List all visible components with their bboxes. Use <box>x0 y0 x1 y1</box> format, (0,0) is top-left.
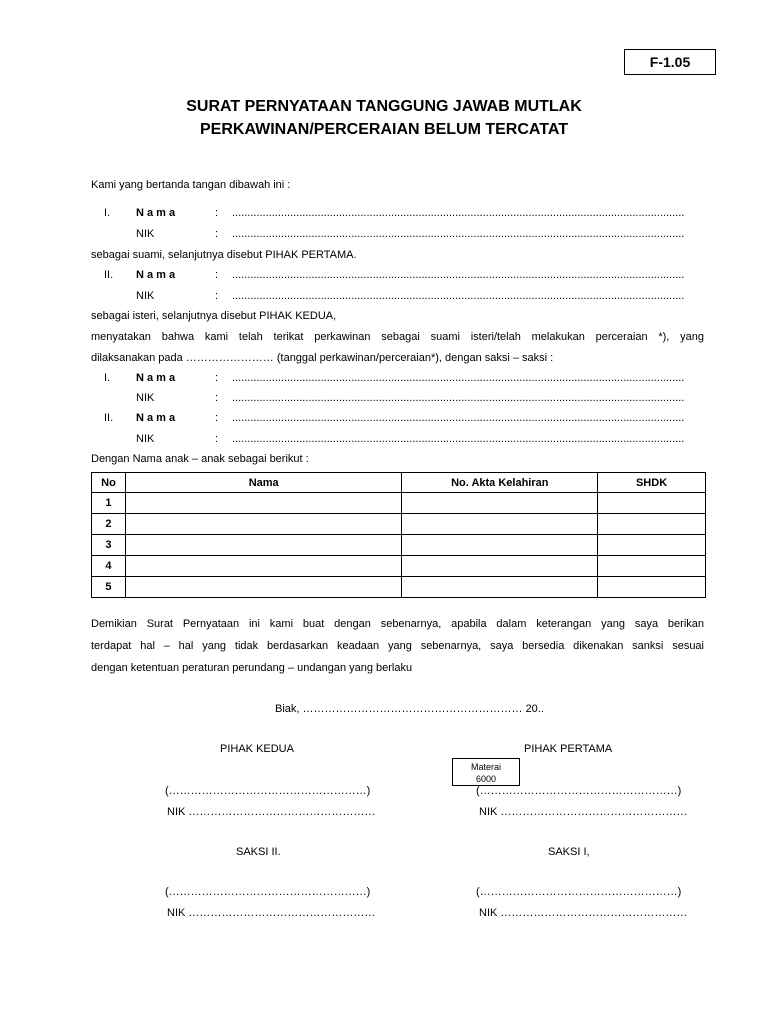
intro-text: Kami yang bertanda tangan dibawah ini : <box>91 179 291 191</box>
materai-stamp-box <box>452 758 520 786</box>
party1-nama-label: N a m a <box>136 207 176 219</box>
witness2-nama-row <box>0 412 768 428</box>
witness1-number: I. <box>104 372 111 384</box>
header-no: No <box>92 473 126 493</box>
party1-role: sebagai suami, selanjutnya disebut PIHAK PERTAMA. <box>91 249 357 261</box>
nik-line-pihak-pertama: NIK …………………………………………… <box>479 806 688 818</box>
cell-nama[interactable] <box>125 556 401 577</box>
header-akta: No. Akta Kelahiran <box>402 473 598 493</box>
party2-nama-row <box>0 269 768 285</box>
party1-number: I. <box>104 207 111 219</box>
witness1-nik-label: NIK <box>136 392 155 404</box>
header-nama: Nama <box>125 473 401 493</box>
colon: : <box>215 412 219 424</box>
table-row <box>92 556 706 577</box>
materai-value: 6000 <box>475 774 497 784</box>
party2-nik-row <box>0 290 768 306</box>
cell-nama[interactable] <box>125 493 401 514</box>
closing-line-3: dengan ketentuan peraturan perundang – undangan yang berlaku <box>91 662 413 674</box>
row-number: 1 <box>92 493 126 514</box>
row-number: 3 <box>92 535 126 556</box>
cell-akta[interactable] <box>402 493 598 514</box>
fill-line: .................................................................................................................................................... <box>232 392 685 404</box>
colon: : <box>215 433 219 445</box>
statement-line-2: dilaksanakan pada …………………… (tanggal perkawinan/perceraian*), dengan saksi – saksi : <box>91 352 554 364</box>
cell-akta[interactable] <box>402 535 598 556</box>
place-date: Biak, …………………………………………………… 20.. <box>275 703 544 715</box>
children-intro: Dengan Nama anak – anak sebagai berikut : <box>91 453 309 465</box>
party2-nama-label: N a m a <box>136 269 176 281</box>
witness2-nik-label: NIK <box>136 433 155 445</box>
party2-nik-label: NIK <box>136 290 155 302</box>
fill-line: .................................................................................................................................................... <box>232 433 685 445</box>
fill-line: .................................................................................................................................................... <box>232 269 685 281</box>
cell-shdk[interactable] <box>598 556 706 577</box>
cell-shdk[interactable] <box>598 514 706 535</box>
signature-line-saksi-2: (………………………………………………) <box>165 886 371 898</box>
party2-role: sebagai isteri, selanjutnya disebut PIHAK KEDUA, <box>91 310 337 322</box>
party1-nama-row <box>0 207 768 223</box>
cell-akta[interactable] <box>402 556 598 577</box>
row-number: 2 <box>92 514 126 535</box>
table-row <box>92 577 706 598</box>
nik-line-pihak-kedua: NIK …………………………………………… <box>167 806 376 818</box>
witness1-nik-row <box>0 392 768 408</box>
title-line-2: PERKAWINAN/PERCERAIAN BELUM TERCATAT <box>200 121 568 138</box>
fill-line: .................................................................................................................................................... <box>232 412 685 424</box>
signature-line-pihak-pertama: (………………………………………………) <box>476 785 682 797</box>
cell-shdk[interactable] <box>598 535 706 556</box>
signature-line-saksi-1: (………………………………………………) <box>476 886 682 898</box>
cell-shdk[interactable] <box>598 577 706 598</box>
witness2-nama-label: N a m a <box>136 412 176 424</box>
witness2-nik-row <box>0 433 768 449</box>
saksi-1-label: SAKSI I, <box>548 846 590 858</box>
cell-akta[interactable] <box>402 514 598 535</box>
witness1-nama-row <box>0 372 768 388</box>
colon: : <box>215 392 219 404</box>
fill-line: .................................................................................................................................................... <box>232 290 685 302</box>
nik-line-saksi-1: NIK …………………………………………… <box>479 907 688 919</box>
party1-nik-row <box>0 228 768 244</box>
title-line-1: SURAT PERNYATAAN TANGGUNG JAWAB MUTLAK <box>186 98 582 115</box>
cell-nama[interactable] <box>125 535 401 556</box>
nik-line-saksi-2: NIK …………………………………………… <box>167 907 376 919</box>
row-number: 4 <box>92 556 126 577</box>
closing-line-2: terdapat hal – hal yang tidak berdasarkan keadaan yang sebenarnya, saya bersedia dikenakan sanksi sesuai <box>91 640 704 652</box>
table-row <box>92 535 706 556</box>
fill-line: .................................................................................................................................................... <box>232 228 685 240</box>
party2-number: II. <box>104 269 114 281</box>
fill-line: .................................................................................................................................................... <box>232 207 685 219</box>
pihak-kedua-label: PIHAK KEDUA <box>220 743 294 755</box>
table-row <box>92 514 706 535</box>
header-shdk: SHDK <box>598 473 706 493</box>
cell-nama[interactable] <box>125 577 401 598</box>
row-number: 5 <box>92 577 126 598</box>
form-code: F-1.05 <box>624 49 716 75</box>
party1-nik-label: NIK <box>136 228 155 240</box>
witness2-number: II. <box>104 412 114 424</box>
statement-line-1: menyatakan bahwa kami telah terikat perkawinan sebagai suami isteri/telah melakukan perceraian *), yang <box>91 331 704 343</box>
materai-label: Materai <box>470 762 501 772</box>
pihak-pertama-label: PIHAK PERTAMA <box>524 743 613 755</box>
children-table <box>91 472 706 598</box>
witness1-nama-label: N a m a <box>136 372 176 384</box>
saksi-2-label: SAKSI II. <box>236 846 281 858</box>
table-row <box>92 493 706 514</box>
cell-nama[interactable] <box>125 514 401 535</box>
signature-line-pihak-kedua: (………………………………………………) <box>165 785 371 797</box>
cell-akta[interactable] <box>402 577 598 598</box>
fill-line: .................................................................................................................................................... <box>232 372 685 384</box>
closing-line-1: Demikian Surat Pernyataan ini kami buat dengan sebenarnya, apabila dalam keterangan yang saya berikan <box>91 618 704 630</box>
colon: : <box>215 269 219 281</box>
colon: : <box>215 207 219 219</box>
colon: : <box>215 372 219 384</box>
colon: : <box>215 228 219 240</box>
table-header-row <box>92 473 706 493</box>
cell-shdk[interactable] <box>598 493 706 514</box>
colon: : <box>215 290 219 302</box>
